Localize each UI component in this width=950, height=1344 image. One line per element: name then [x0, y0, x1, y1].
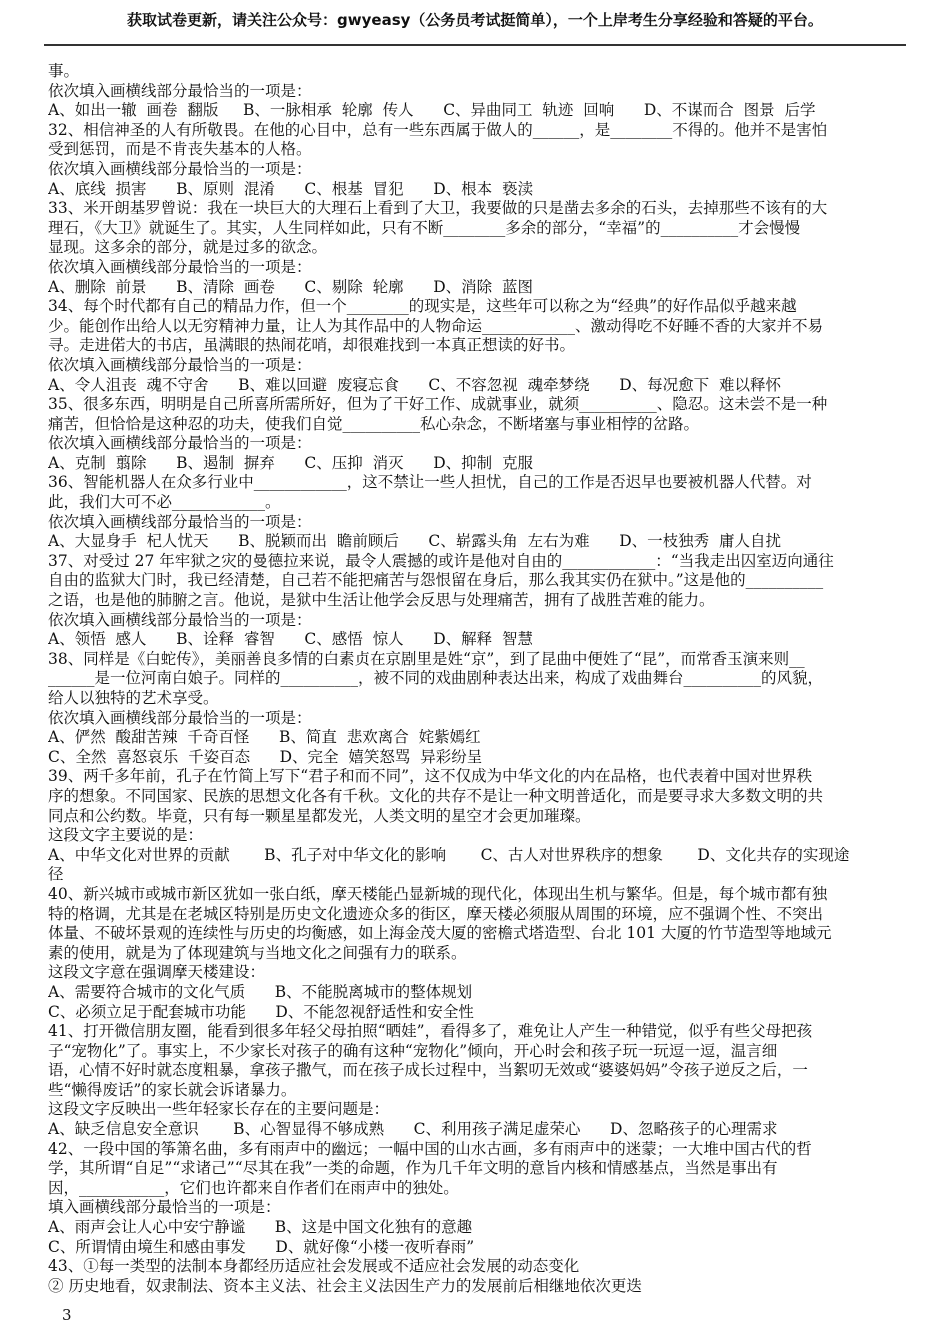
- text-line: A、大显身手 杞人忧天 B、脱颖而出 瞻前顾后 C、崭露头角 左右为难 D、一枝独秀 庸人自扰: [48, 532, 781, 551]
- text-line: 43、①每一类型的法制本身都经历适应社会发展或不适应社会发展的动态变化: [48, 1257, 580, 1276]
- text-line: 依次填入画横线部分最恰当的一项是：: [48, 434, 312, 453]
- text-line: 素的使用，就是为了体现建筑与当地文化之间强有力的联系。: [48, 943, 467, 962]
- text-line: 依次填入画横线部分最恰当的一项是：: [48, 81, 312, 100]
- document-body: [48, 62, 906, 1296]
- text-line: 子“宠物化”了。事实上，不少家长对孩子的确有这种“宠物化”倾向，开心时会和孩子玩一玩逗一逗，温言细: [48, 1041, 778, 1060]
- text-line: 因，___________，它们也许都来自作者们在雨声中的独处。: [48, 1178, 459, 1197]
- text-line: 33、米开朗基罗曾说：我在一块巨大的大理石上看到了大卫，我要做的只是凿去多余的石头，去掉那些不该有的大: [48, 199, 828, 218]
- text-line: 依次填入画横线部分最恰当的一项是：: [48, 512, 312, 531]
- text-line: 显现。这多余的部分，就是过多的欲念。: [48, 238, 328, 257]
- text-line: 理石，《大卫》就诞生了。其实，人生同样如此，只有不断________多余的部分，“幸福”的__________才会慢慢: [48, 218, 801, 237]
- text-line: 给人以独特的艺术享受。: [48, 689, 219, 707]
- text-line: A、克制 翦除 B、遏制 摒弃 C、压抑 消灭 D、抑制 克服: [48, 453, 533, 472]
- text-line: 此，我们大可不必____________。: [48, 493, 281, 512]
- text-line: 填入画横线部分最恰当的一项是：: [48, 1198, 281, 1217]
- text-line: A、中华文化对世界的贡献 B、孔子对中华文化的影响 C、古人对世界秩序的想象 D、文化共存的实现途: [48, 845, 850, 864]
- text-line: ______是一位河南白娘子。同样的__________，被不同的戏曲剧种表达出来，构成了戏曲舞台__________的风貌，: [48, 669, 824, 688]
- text-line: 39、两千多年前，孔子在竹简上写下“君子和而不同”，这不仅成为中华文化的内在品格，也代表着中国对世界秩: [48, 767, 813, 786]
- text-line: 这段文字反映出一些年轻家长存在的主要问题是：: [48, 1100, 390, 1119]
- text-line: 体量、不破坏景观的连续性与历史的均衡感，如上海金茂大厦的密檐式塔造型、台北 101 大厦的竹节造型等地域元: [48, 924, 832, 943]
- text-line: 序的想象。不同国家、民族的思想文化各有千秋。文化的共存不是让一种文明普适化，而是要寻求大多数文明的共: [48, 786, 824, 805]
- text-line: A、如出一辙 画卷 翻版 B、一脉相承 轮廓 传人 C、异曲同工 轨迹 回响 D、不谋而合 图景 后学: [48, 101, 816, 120]
- text-line: 这段文字主要说的是：: [48, 826, 204, 845]
- text-line: 特的格调，尤其是在老城区特别是历史文化遗迹众多的街区，摩天楼必须服从周围的环境，应不强调个性、不突出: [48, 904, 824, 923]
- text-line: 寻。走进偌大的书店，虽满眼的热闹花哨，却很难找到一本真正想读的好书。: [48, 336, 576, 355]
- text-line: 少。能创作出给人以无穷精神力量，让人为其作品中的人物命运____________、激动得吃不好睡不香的大家并不易: [48, 316, 824, 335]
- page-header-notice: 获取试卷更新，请关注公众号：gwyeasy（公务员考试挺简单），一个上岸考生分享经验和答疑的平台。: [127, 11, 823, 29]
- text-line: 受到惩罚，而是不肯丧失基本的人格。: [48, 140, 312, 159]
- text-line: C、全然 喜怒哀乐 千姿百态 D、完全 嬉笑怒骂 异彩纷呈: [48, 747, 483, 766]
- text-line: 36、智能机器人在众多行业中____________，这不禁让一些人担忧，自己的工作是否迟早也要被机器人代替。对: [48, 473, 812, 492]
- text-line: A、需要符合城市的文化气质 B、不能脱离城市的整体规划: [48, 982, 473, 1001]
- text-line: 依次填入画横线部分最恰当的一项是：: [48, 708, 312, 727]
- page-number: 3: [62, 1306, 72, 1324]
- text-line: A、俨然 酸甜苦辣 千奇百怪 B、简直 悲欢离合 姹紫嫣红: [48, 728, 481, 747]
- text-line: A、删除 前景 B、清除 画卷 C、剔除 轮廓 D、消除 蓝图: [48, 277, 533, 296]
- text-line: 学，其所谓“自足”“求诸己”“尽其在我”一类的命题，作为几千年文明的意旨内核和情感基点，当然是事出有: [48, 1159, 778, 1178]
- text-line: 41、打开微信朋友圈，能看到很多年轻父母拍照“晒娃”，看得多了，难免让人产生一种错觉，似乎有些父母把孩: [48, 1022, 813, 1041]
- text-line: 40、新兴城市或城市新区犹如一张白纸，摩天楼能凸显新城的现代化，体现出生机与繁华。但是，每个城市都有独: [48, 884, 828, 903]
- text-line: 事。: [48, 62, 80, 80]
- text-line: 些“懒得废话”的家长就会诉诸暴力。: [48, 1080, 297, 1099]
- text-line: 38、同样是《白蛇传》，美丽善良多情的白素贞在京剧里是姓“京”，到了昆曲中便姓了“昆”，而常香玉演来则__: [48, 649, 805, 668]
- text-line: 34、每个时代都有自己的精品力作，但一个________的现实是，这些年可以称之为“经典”的好作品似乎越来越: [48, 297, 797, 316]
- text-line: A、底线 损害 B、原则 混淆 C、根基 冒犯 D、根本 亵渎: [48, 179, 533, 198]
- text-line: 之语，也是他的肺腑之言。他说，是狱中生活让他学会反思与处理痛苦，拥有了战胜苦难的能力。: [48, 591, 715, 610]
- text-line: 35、很多东西，明明是自己所喜所需所好，但为了干好工作、成就事业，就须__________、隐忍。这未尝不是一种: [48, 395, 828, 414]
- text-line: 痛苦，但恰恰是这种忍的功夫，使我们自觉__________私心杂念，不断堵塞与事业相悖的岔路。: [48, 414, 700, 433]
- text-line: 自由的监狱大门时，我已经清楚，自己若不能把痛苦与怨恨留在身后，那么我其实仍在狱中。”这是他的__________: [48, 571, 824, 590]
- text-line: 依次填入画横线部分最恰当的一项是：: [48, 610, 312, 629]
- text-line: A、雨声会让人心中安宁静谧 B、这是中国文化独有的意趣: [48, 1218, 473, 1237]
- text-line: A、缺乏信息安全意识 B、心智显得不够成熟 C、利用孩子满足虚荣心 D、忽略孩子的心理需求: [48, 1120, 778, 1139]
- text-line: 32、相信神圣的人有所敬畏。在他的心目中，总有一些东西属于做人的______，是________不得的。他并不是害怕: [48, 120, 828, 139]
- text-line: 依次填入画横线部分最恰当的一项是：: [48, 355, 312, 374]
- header-rule: [44, 44, 906, 46]
- text-line: 依次填入画横线部分最恰当的一项是：: [48, 257, 312, 276]
- text-line: 42、一段中国的筝箫名曲，多有雨声中的幽远；一幅中国的山水古画，多有雨声中的迷蒙；一大堆中国古代的哲: [48, 1139, 812, 1158]
- text-line: 依次填入画横线部分最恰当的一项是：: [48, 159, 312, 178]
- text-line: 37、对受过 27 年牢狱之灾的曼德拉来说，最令人震撼的或许是他对自由的____________：“当我走出囚室迈向通往: [48, 551, 834, 570]
- text-line: A、令人沮丧 魂不守舍 B、难以回避 废寝忘食 C、不容忽视 魂牵梦绕 D、每况愈下 难以释怀: [48, 375, 781, 394]
- text-line: 径: [48, 865, 64, 884]
- text-line: C、必须立足于配套城市功能 D、不能忽视舒适性和安全性: [48, 1002, 474, 1021]
- text-line: 这段文字意在强调摩天楼建设：: [48, 963, 266, 982]
- text-line: 语，心情不好时就态度粗暴，拿孩子撒气，而在孩子成长过程中，当絮叨无效或“婆婆妈妈”令孩子逆反之后，一: [48, 1061, 808, 1080]
- text-line: 同点和公约数。毕竟，只有每一颗星星都发光，人类文明的星空才会更加璀璨。: [48, 806, 591, 825]
- text-line: A、领悟 感人 B、诠释 睿智 C、感悟 惊人 D、解释 智慧: [48, 630, 533, 649]
- text-line: C、所谓情由境生和感由事发 D、就好像“小楼一夜听春雨”: [48, 1237, 475, 1256]
- text-line: ② 历史地看，奴隶制法、资本主义法、社会主义法因生产力的发展前后相继地依次更迭: [48, 1276, 642, 1295]
